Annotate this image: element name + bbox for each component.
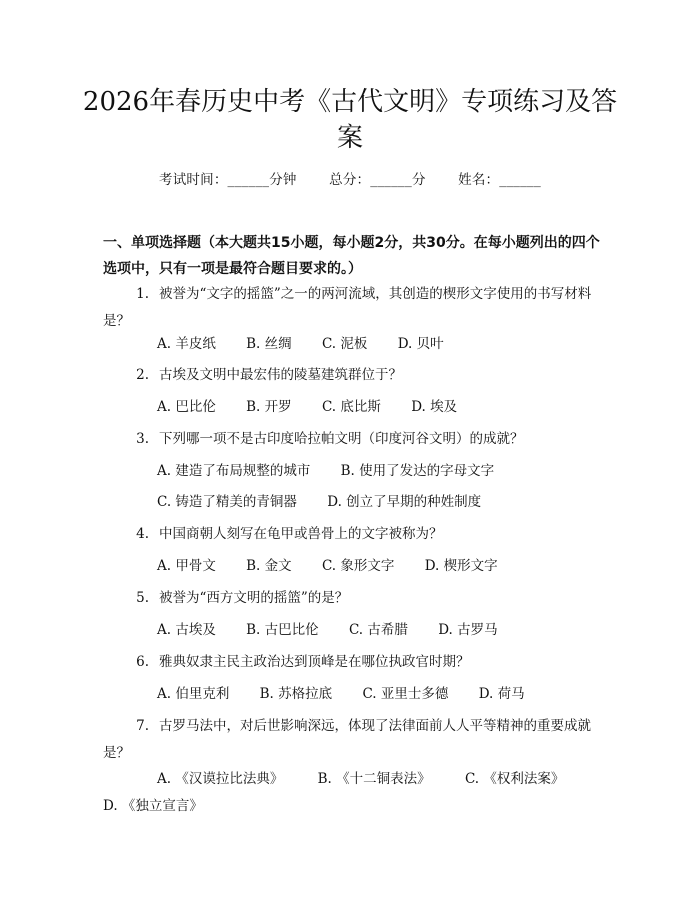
- question-number: 6.: [136, 654, 149, 670]
- option-d: D. 荷马: [478, 686, 525, 702]
- question-3: [103, 426, 603, 453]
- question-number: 1.: [136, 286, 149, 302]
- option-b: B. 丝绸: [246, 336, 292, 352]
- option-a: A. 建造了布局规整的城市: [157, 463, 311, 479]
- question-6-options: [157, 684, 551, 704]
- option-c: C. 古希腊: [348, 622, 408, 638]
- question-number: 2.: [136, 367, 149, 383]
- question-4: [103, 521, 603, 548]
- question-text: 下列哪一项不是古印度哈拉帕文明（印度河谷文明）的成就？: [159, 431, 524, 447]
- page-title: 2026年春历史中考《古代文明》专项练习及答案: [82, 87, 618, 153]
- question-text: 被誉为“文字的摇篮”之一的两河流域，其创造的楔形文字使用的书写材料是？: [103, 286, 592, 329]
- option-d: D. 埃及: [411, 399, 458, 415]
- question-text: 古埃及文明中最宏伟的陵墓建筑群位于？: [159, 367, 402, 383]
- option-c: C. 铸造了精美的青铜器: [157, 494, 297, 510]
- question-2: [103, 362, 603, 389]
- option-d: D. 古罗马: [438, 622, 498, 638]
- question-number: 3.: [136, 431, 149, 447]
- option-d: D. 楔形文字: [424, 558, 498, 574]
- question-7: [103, 713, 603, 767]
- section-heading: 一、单项选择题（本大题共15小题，每小题2分，共30分。在每小题列出的四个选项中，只有一项是最符合题目要求的。）: [103, 235, 600, 277]
- option-a: A. 《汉谟拉比法典》: [157, 771, 284, 787]
- question-2-options: [157, 397, 483, 417]
- question-number: 7.: [136, 718, 149, 734]
- question-3-options-row2: [157, 492, 507, 512]
- question-7-options: [103, 766, 603, 820]
- question-4-options: [157, 556, 524, 576]
- option-d: D. 创立了早期的种姓制度: [327, 494, 482, 510]
- question-text: 雅典奴隶主民主政治达到顶峰是在哪位执政官时期？: [159, 654, 470, 670]
- question-1: [103, 281, 603, 335]
- option-d: D. 贝叶: [397, 336, 444, 352]
- option-b: B. 使用了发达的字母文字: [340, 463, 495, 479]
- option-c: C. 底比斯: [321, 399, 381, 415]
- question-text: 被誉为“西方文明的摇篮”的是？: [159, 590, 349, 606]
- option-b: B. 金文: [246, 558, 292, 574]
- question-6: [103, 649, 603, 676]
- question-5: [103, 585, 603, 612]
- total-score-field: 总分：______分: [329, 172, 426, 188]
- option-b: B. 古巴比伦: [246, 622, 319, 638]
- option-c: C. 《权利法案》: [464, 771, 565, 787]
- question-3-options-row1: [157, 461, 520, 481]
- question-5-options: [157, 620, 524, 640]
- option-a: A. 古埃及: [157, 622, 216, 638]
- question-1-options: [157, 334, 470, 354]
- option-b: B. 《十二铜表法》: [317, 771, 431, 787]
- option-c: C. 亚里士多德: [362, 686, 449, 702]
- option-c: C. 象形文字: [321, 558, 395, 574]
- question-text: 中国商朝人刻写在龟甲或兽骨上的文字被称为？: [159, 526, 443, 542]
- option-a: A. 伯里克利: [157, 686, 230, 702]
- question-number: 4.: [136, 526, 149, 542]
- option-b: B. 苏格拉底: [259, 686, 333, 702]
- exam-time-field: 考试时间：______分钟: [159, 172, 297, 188]
- option-c: C. 泥板: [321, 336, 368, 352]
- exam-meta: [0, 168, 700, 188]
- question-text: 古罗马法中，对后世影响深远，体现了法律面前人人平等精神的重要成就是？: [103, 718, 591, 761]
- option-b: B. 开罗: [246, 399, 292, 415]
- option-a: A. 羊皮纸: [157, 336, 216, 352]
- name-field: 姓名：______: [458, 172, 541, 188]
- option-a: A. 巴比伦: [157, 399, 216, 415]
- question-number: 5.: [136, 590, 149, 606]
- option-d: D. 《独立宣言》: [103, 798, 203, 814]
- option-a: A. 甲骨文: [157, 558, 216, 574]
